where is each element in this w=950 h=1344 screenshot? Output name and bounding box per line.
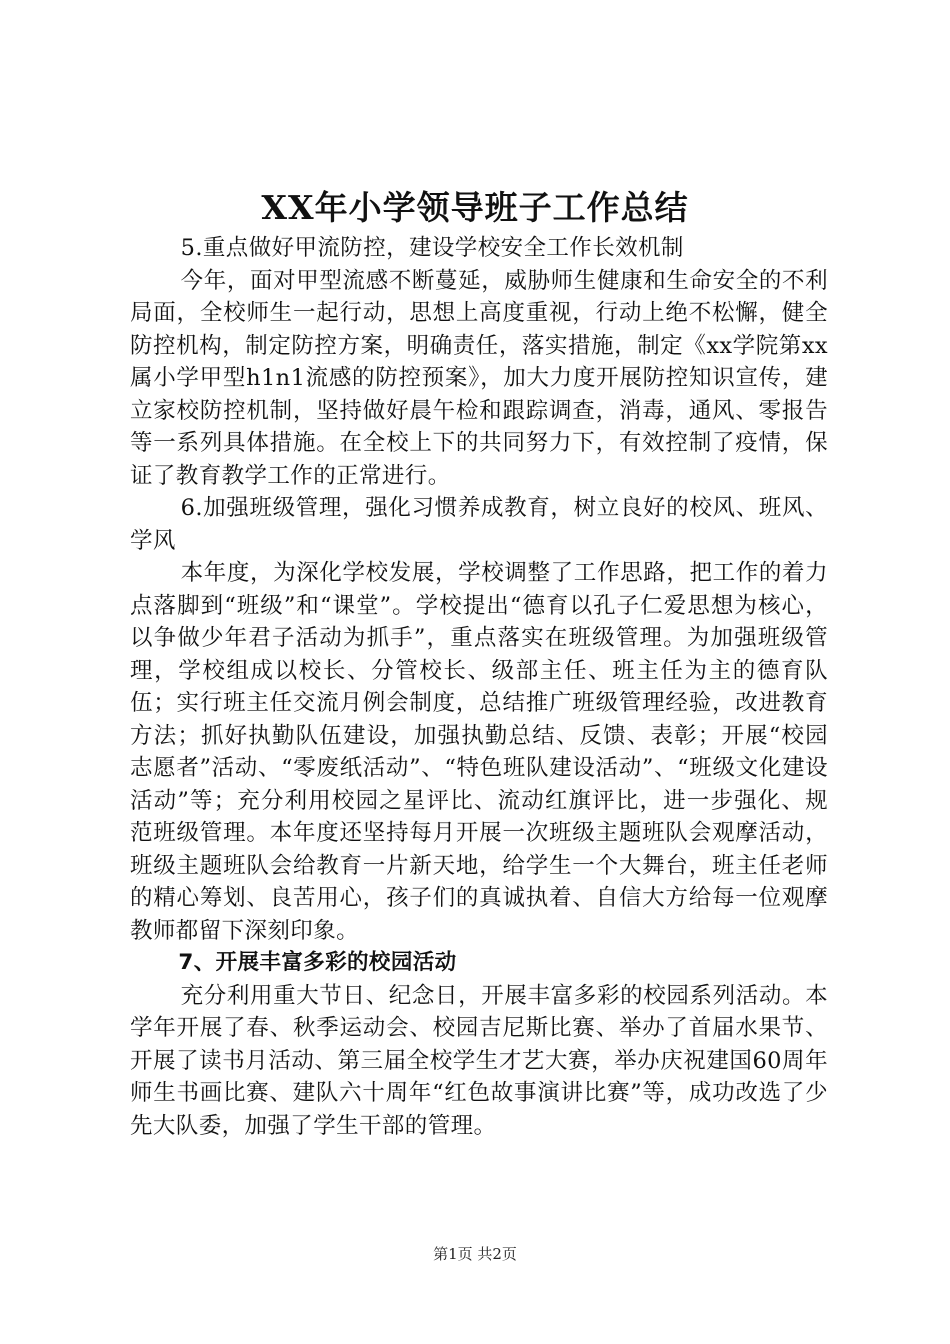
- paragraph-flu-prevention: 今年，面对甲型流感不断蔓延，威胁师生健康和生命安全的不利局面，全校师生一起行动，思想上高度重视，行动上绝不松懈，健全防控机构，制定防控方案，明确责任，落实措施，制定《xx学院第xx属小学甲型h1n1流感的防控预案》，加大力度开展防控知识宣传，建立家校防控机制，坚持做好晨午检和跟踪调查，消毒，通风、零报告等一系列具体措施。在全校上下的共同努力下，有效控制了疫情，保证了教育教学工作的正常进行。: [130, 267, 828, 489]
- document-body: [130, 232, 828, 1142]
- paragraph-campus-activities: 充分利用重大节日、纪念日，开展丰富多彩的校园系列活动。本学年开展了春、秋季运动会、校园吉尼斯比赛、举办了首届水果节、开展了读书月活动、第三届全校学生才艺大赛，举办庆祝建国60周年师生书画比赛、建队六十周年“红色故事演讲比赛”等，成功改选了少先大队委，加强了学生干部的管理。: [130, 982, 828, 1139]
- section-heading-5: 5.重点做好甲流防控，建设学校安全工作长效机制: [180, 235, 684, 261]
- section-heading-7: 7、开展丰富多彩的校园活动: [178, 950, 457, 975]
- document-title: XX年小学领导班子工作总结: [261, 188, 689, 227]
- paragraph-class-management: 本年度，为深化学校发展，学校调整了工作思路，把工作的着力点落脚到“班级”和“课堂”。学校提出“德育以孔子仁爱思想为核心，以争做少年君子活动为抓手”，重点落实在班级管理。为加强班级管理，学校组成以校长、分管校长、级部主任、班主任为主的德育队伍；实行班主任交流月例会制度，总结推广班级管理经验，改进教育方法；抓好执勤队伍建设，加强执勤总结、反馈、表彰；开展“校园志愿者”活动、“零废纸活动”、“特色班队建设活动”、“班级文化建设活动”等；充分利用校园之星评比、流动红旗评比，进一步强化、规范班级管理。本年度还坚持每月开展一次班级主题班队会观摩活动，班级主题班队会给教育一片新天地，给学生一个大舞台，班主任老师的精心筹划、良苦用心，孩子们的真诚执着、自信大方给每一位观摩教师都留下深刻印象。: [130, 560, 828, 944]
- section-heading-6: 6.加强班级管理，强化习惯养成教育，树立良好的校风、班风、学风: [130, 495, 828, 554]
- page-footer: 第1页 共2页: [433, 1245, 517, 1263]
